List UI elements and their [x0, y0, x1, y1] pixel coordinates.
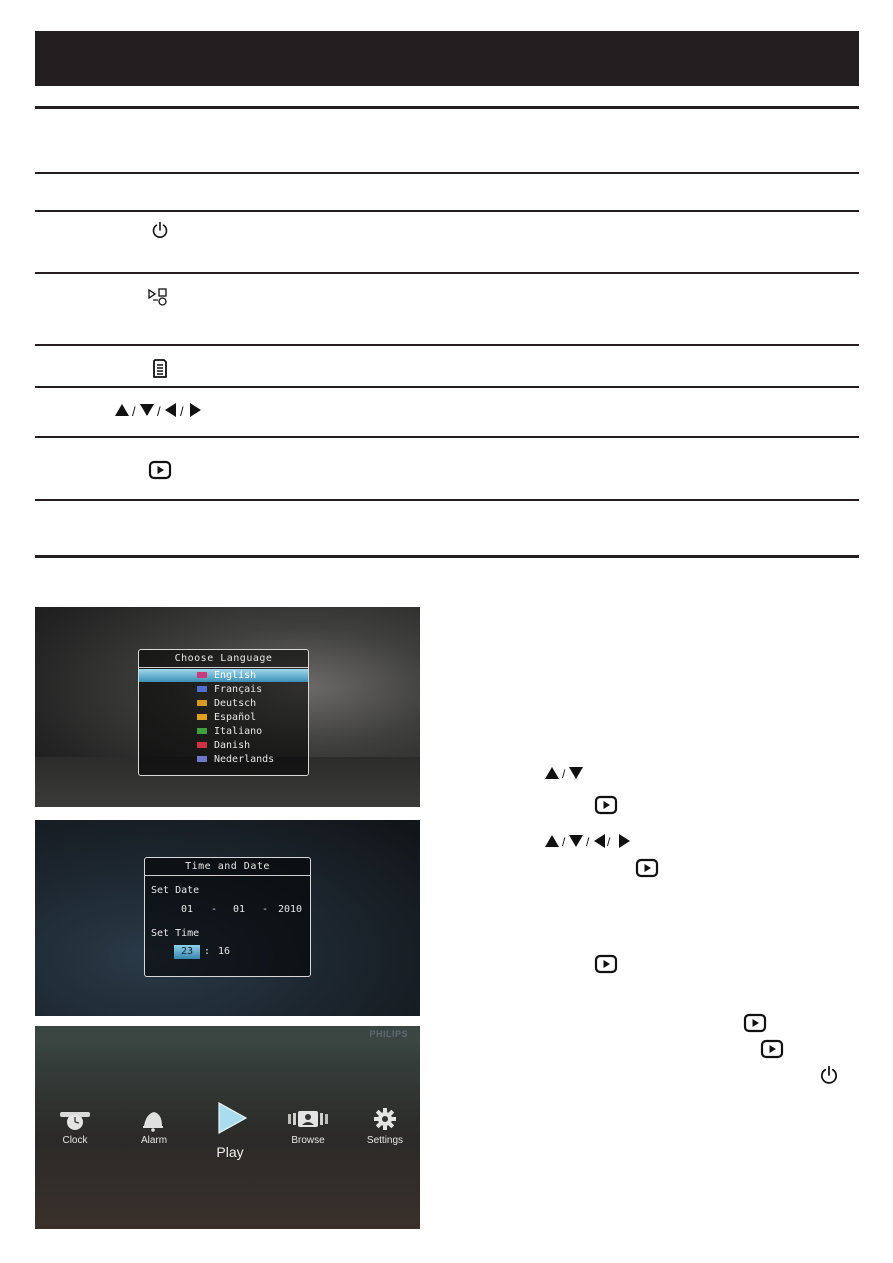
settings-gear-icon[interactable] — [373, 1107, 397, 1131]
date-separator: - — [262, 904, 269, 915]
flag-icon — [197, 714, 207, 720]
play-ok-icon — [594, 795, 618, 815]
language-option[interactable] — [139, 683, 308, 696]
language-label: Français — [214, 684, 263, 695]
menu-settings-label[interactable]: Settings — [366, 1135, 404, 1146]
play-ok-icon — [743, 1013, 767, 1033]
date-year[interactable]: 2010 — [278, 904, 303, 915]
svg-text:/: / — [586, 835, 590, 849]
language-option[interactable] — [139, 669, 308, 682]
table-bottom-rule — [35, 555, 859, 558]
language-option[interactable] — [139, 739, 308, 752]
dialog-title: Time and Date — [145, 858, 310, 876]
navigation-arrows-icon — [112, 401, 208, 419]
time-minute[interactable]: 16 — [218, 946, 231, 957]
set-date-label: Set Date — [151, 885, 200, 896]
screenshot-main-menu — [35, 1026, 420, 1229]
menu-browse-label[interactable]: Browse — [291, 1135, 325, 1146]
clock-icon[interactable] — [58, 1108, 92, 1132]
up-down-arrows-icon — [543, 765, 589, 781]
screenshot-choose-language — [35, 607, 420, 807]
dialog-title: Choose Language — [139, 650, 308, 668]
play-ok-icon — [635, 858, 659, 878]
table-row-divider — [35, 272, 859, 274]
language-option[interactable] — [139, 725, 308, 738]
flag-icon — [197, 742, 207, 748]
power-icon — [818, 1064, 840, 1086]
time-date-dialog — [144, 857, 311, 977]
play-ok-icon — [148, 460, 172, 480]
play-ok-icon — [594, 954, 618, 974]
language-label: Italiano — [214, 726, 263, 737]
menu-alarm-label[interactable]: Alarm — [140, 1135, 168, 1146]
language-label: Deutsch — [214, 698, 257, 709]
date-month[interactable]: 01 — [233, 904, 246, 915]
header-bar — [35, 31, 859, 86]
top-strip — [35, 1026, 420, 1042]
language-label: Nederlands — [214, 754, 275, 765]
svg-text:/: / — [562, 835, 566, 849]
browse-icon[interactable] — [288, 1108, 328, 1130]
time-hour[interactable]: 23 — [174, 945, 200, 959]
table-row-divider — [35, 344, 859, 346]
language-label: Danish — [214, 740, 251, 751]
svg-text:/: / — [180, 404, 184, 419]
flag-icon — [197, 686, 207, 692]
table-top-rule — [35, 106, 859, 109]
play-icon[interactable] — [215, 1101, 249, 1135]
language-label: English — [214, 670, 257, 681]
navigation-arrows-icon — [543, 833, 635, 849]
flag-icon — [197, 728, 207, 734]
menu-clock-label[interactable]: Clock — [62, 1135, 88, 1146]
table-row-divider — [35, 499, 859, 501]
time-separator: : — [204, 946, 211, 957]
alarm-icon[interactable] — [140, 1108, 166, 1132]
menu-icon — [152, 359, 168, 379]
language-option[interactable] — [139, 697, 308, 710]
svg-text:/: / — [607, 835, 611, 849]
play-ok-icon — [760, 1039, 784, 1059]
svg-text:/: / — [562, 767, 566, 781]
date-separator: - — [211, 904, 218, 915]
flag-icon — [197, 756, 207, 762]
language-option[interactable] — [139, 711, 308, 724]
screenshot-time-date — [35, 820, 420, 1016]
language-dialog — [138, 649, 309, 776]
slideshow-mode-icon — [147, 287, 169, 307]
menu-play-label[interactable]: Play — [216, 1144, 244, 1160]
table-row-divider — [35, 386, 859, 388]
brand-logo: PHILIPS — [369, 1029, 408, 1039]
table-row-divider — [35, 436, 859, 438]
language-label: Español — [214, 712, 257, 723]
flag-icon — [197, 700, 207, 706]
language-option[interactable] — [139, 753, 308, 766]
table-row-divider — [35, 172, 859, 174]
set-time-label: Set Time — [151, 928, 200, 939]
svg-text:/: / — [132, 404, 136, 419]
flag-icon — [197, 672, 207, 678]
svg-text:/: / — [157, 404, 161, 419]
power-icon — [150, 220, 170, 240]
date-day[interactable]: 01 — [181, 904, 194, 915]
table-row-divider — [35, 210, 859, 212]
